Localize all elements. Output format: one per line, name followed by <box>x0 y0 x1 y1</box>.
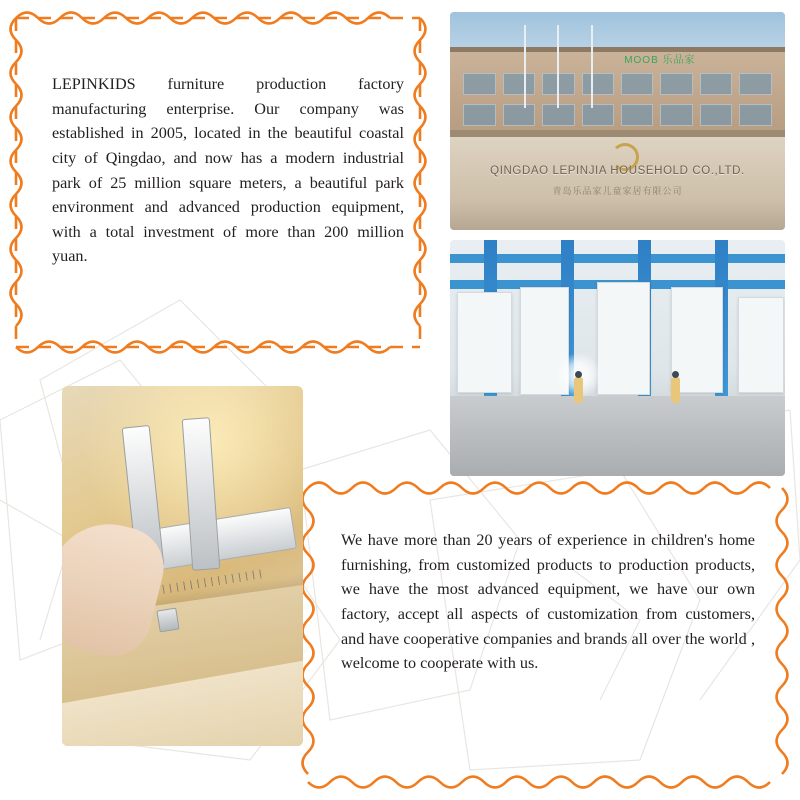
overhead-rail <box>450 254 785 263</box>
hanging-panel <box>738 297 784 393</box>
sign-wall-cap <box>450 130 785 137</box>
flag-pole <box>557 25 559 108</box>
caliper-thumb-screw <box>157 608 180 633</box>
caliper-measuring-wood-photo <box>62 386 303 746</box>
roof-sign-label: MOOB 乐品家 <box>624 55 696 67</box>
experience-paragraph: We have more than 20 years of experience in children's home furnishing, from customized products to production products, we have the most advanced equipment, we have our own factory, accept all aspects of customization from customers, and have cooperative companies and brands all over the world , welcome to cooperate with us. <box>341 531 755 673</box>
worker-figure <box>574 377 583 403</box>
factory-building-photo <box>450 12 785 230</box>
hanging-panel <box>457 292 513 393</box>
flag-pole <box>591 25 593 108</box>
window-row-upper <box>463 73 771 95</box>
window-row-lower <box>463 104 771 126</box>
intro-paragraph: LEPINKIDS furniture production factory manufacturing enterprise. Our company was established in 2005, located in the beautiful coastal city of Qingdao, and now has a modern industrial park of 25 million square meters, a beautiful park environment and advanced production equipment, with a total investment of more than 200 million yuan. <box>52 75 404 266</box>
company-sign-text: QINGDAO LEPINJIA HOUSEHOLD CO.,LTD. <box>490 164 745 177</box>
workshop-floor <box>450 396 785 476</box>
worker-figure <box>671 377 680 403</box>
hanging-panel <box>597 282 649 395</box>
roof-line <box>450 47 785 52</box>
flag-pole <box>524 25 526 108</box>
spray-line-workshop-photo <box>450 240 785 476</box>
company-sign-subtext: 青岛乐品家儿童家居有限公司 <box>552 186 683 197</box>
